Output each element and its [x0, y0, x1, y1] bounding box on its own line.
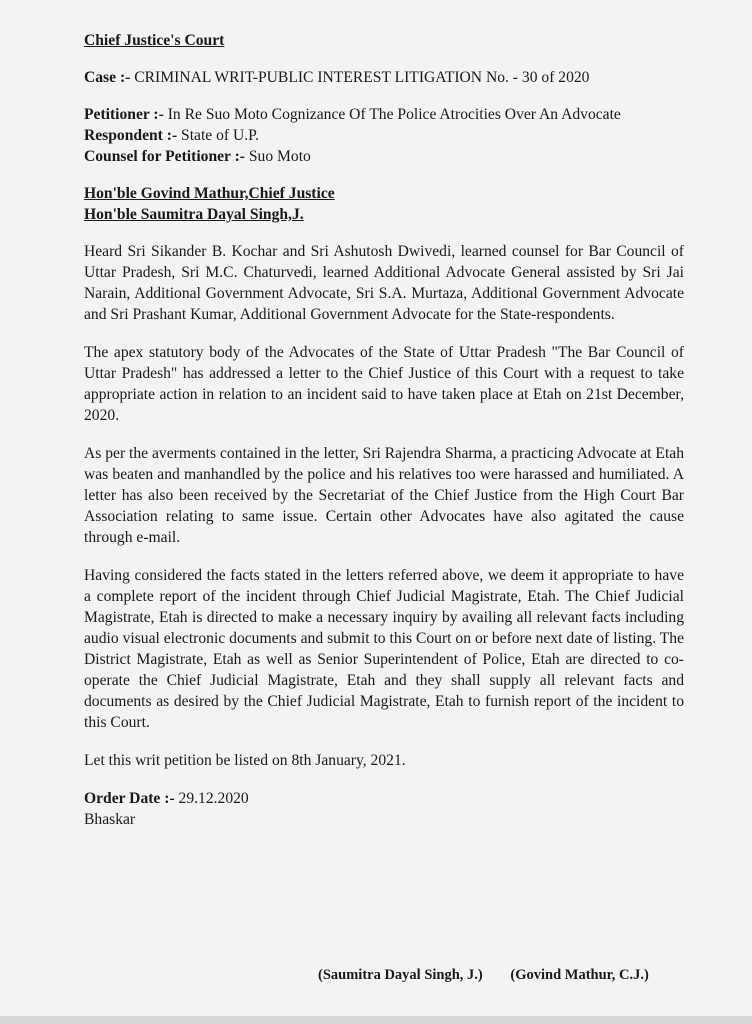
- respondent-label: Respondent :-: [84, 127, 178, 144]
- counsel-label: Counsel for Petitioner :-: [84, 148, 245, 165]
- bench-block: [84, 183, 684, 225]
- order-date-line: [84, 788, 684, 809]
- signature-row: [318, 965, 698, 985]
- document-content: [84, 30, 684, 830]
- paragraph-listing: Let this writ petition be listed on 8th January, 2021.: [84, 752, 406, 769]
- counsel-line: [84, 146, 684, 167]
- paragraph-heard: Heard Sri Sikander B. Kochar and Sri Ashutosh Dwivedi, learned counsel for Bar Council of Uttar Pradesh, Sri M.C. Chaturvedi, learned Additional Advocate General assisted by Sri Jai Narain, Additional Government Advocate, Sri S.A. Murtaza, Additional Government Advocate and Sri Prashant Kumar, Additional Government Advocate for the State-respondents.: [84, 243, 684, 323]
- case-label: Case :-: [84, 69, 131, 86]
- bench-judge: Hon'ble Saumitra Dayal Singh,J.: [84, 206, 304, 223]
- respondent-line: [84, 125, 684, 146]
- bench-chief-justice: Hon'ble Govind Mathur,Chief Justice: [84, 185, 335, 202]
- page-bottom-edge: [0, 1016, 752, 1024]
- case-line: [84, 67, 684, 88]
- parties-block: [84, 104, 684, 167]
- paragraph-directions: Having considered the facts stated in the letters referred above, we deem it appropriate to have a complete report of the incident through Chief Judicial Magistrate, Etah. The Chief Judicial Magistrate, Etah is directed to make a necessary inquiry by availing all relevant facts including audio visual electronic documents and submit to this Court on or before next date of listing. The District Magistrate, Etah as well as Senior Superintendent of Police, Etah are directed to co-operate the Chief Judicial Magistrate, Etah and they shall supply all relevant facts and documents as desired by the Chief Judicial Magistrate, Etah to furnish report of the incident to this Court.: [84, 567, 684, 731]
- paragraph-averments: As per the averments contained in the letter, Sri Rajendra Sharma, a practicing Advocate at Etah was beaten and manhandled by the police and his relatives too were harassed and humiliated. A letter has also been received by the Secretariat of the Chief Justice from the High Court Bar Association relating to same issue. Certain other Advocates have also agitated the cause through e-mail.: [84, 445, 684, 546]
- order-date-label: Order Date :-: [84, 790, 175, 807]
- court-title: Chief Justice's Court: [84, 32, 225, 49]
- case-value: CRIMINAL WRIT-PUBLIC INTEREST LITIGATION No. - 30 of 2020: [134, 69, 590, 86]
- petitioner-line: [84, 104, 684, 125]
- petitioner-value: In Re Suo Moto Cognizance Of The Police Atrocities Over An Advocate: [167, 106, 621, 123]
- counsel-value: Suo Moto: [248, 148, 311, 165]
- clerk-name: Bhaskar: [84, 811, 136, 828]
- signature-saumitra: (Saumitra Dayal Singh, J.): [318, 967, 483, 983]
- petitioner-label: Petitioner :-: [84, 106, 164, 123]
- case-block: [84, 67, 684, 88]
- respondent-value: State of U.P.: [181, 127, 260, 144]
- order-date-value: 29.12.2020: [178, 790, 249, 807]
- paragraph-bar-council: The apex statutory body of the Advocates of the State of Uttar Pradesh "The Bar Council of Uttar Pradesh" has addressed a letter to the Chief Justice of this Court with a request to take appropriate action in relation to an incident said to have taken place at Etah on 21st December, 2020.: [84, 344, 684, 424]
- signature-govind: (Govind Mathur, C.J.): [510, 967, 649, 983]
